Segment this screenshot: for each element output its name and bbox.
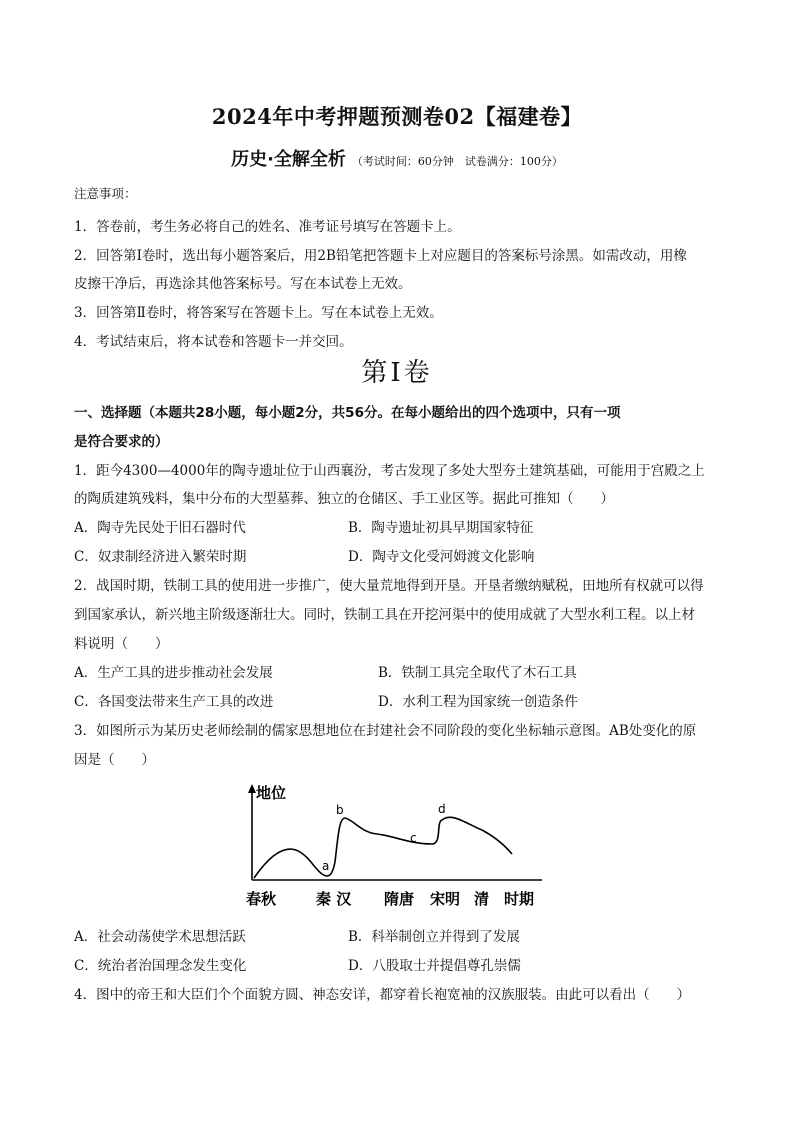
- confucianism-status-chart: [242, 782, 552, 912]
- exam-subtitle: [0, 145, 794, 171]
- question-3-option-d[interactable]: D．八股取士并提倡尊孔崇儒: [348, 958, 521, 974]
- point-label-c: c: [410, 831, 417, 845]
- section-heading: 是符合要求的）: [74, 434, 169, 450]
- question-3-option-b[interactable]: B．科举制创立并得到了发展: [348, 929, 520, 945]
- question-2-stem: 到国家承认，新兴地主阶级逐渐壮大。同时，铁制工具在开挖河渠中的使用成就了大型水利工程。以上材: [74, 607, 695, 623]
- question-2-stem: 2．战国时期，铁制工具的使用进一步推广，使大量荒地得到开垦。开垦者缴纳赋税，田地所有权就可以得: [74, 578, 704, 594]
- notice-item: 3．回答第Ⅱ卷时，将答案写在答题卡上。写在本试卷上无效。: [74, 305, 443, 321]
- y-axis-arrow-icon: [248, 784, 256, 793]
- notice-heading: 注意事项：: [74, 186, 137, 201]
- section-title: 第Ⅰ卷: [361, 358, 433, 388]
- subtitle-note: （考试时间：60分钟 试卷满分：100分）: [351, 155, 563, 168]
- point-label-d: d: [438, 802, 446, 816]
- x-tick-label: 秦 汉: [316, 890, 352, 908]
- notice-item: 1．答卷前，考生务必将自己的姓名、准考证号填写在答题卡上。: [74, 219, 461, 235]
- question-1-option-a[interactable]: A．陶寺先民处于旧石器时代: [74, 520, 246, 536]
- question-1-stem: 1．距今4300—4000年的陶寺遗址位于山西襄汾，考古发现了多处大型夯土建筑基础，可能用于宫殿之上: [74, 463, 705, 479]
- x-tick-label: 隋唐: [384, 890, 415, 908]
- notice-item: 4．考试结束后，将本试卷和答题卡一并交回。: [74, 334, 353, 350]
- question-2-option-a[interactable]: A．生产工具的进步推动社会发展: [74, 665, 273, 681]
- question-2-option-b[interactable]: B．铁制工具完全取代了木石工具: [378, 665, 577, 681]
- exam-title: 2024年中考押题预测卷02【福建卷】: [211, 104, 583, 129]
- question-4-stem: 4．图中的帝王和大臣们个个面貌方圆、神态安详，都穿着长袍宽袖的汉族服装。由此可以看出（ ）: [74, 987, 691, 1003]
- x-tick-label: 宋明: [430, 890, 461, 908]
- question-3-stem: 因是（ ）: [74, 752, 155, 768]
- x-tick-label: 清: [474, 890, 490, 908]
- x-axis-label: 时期: [504, 890, 535, 908]
- section-heading: 一、选择题（本题共28小题，每小题2分，共56分。在每小题给出的四个选项中，只有一项: [74, 405, 621, 421]
- question-3-stem: 3．如图所示为某历史老师绘制的儒家思想地位在封建社会不同阶段的变化坐标轴示意图。AB处变化的原: [74, 723, 697, 739]
- question-1-stem: 的陶质建筑残料，集中分布的大型墓葬、独立的仓储区、手工业区等。据此可推知（ ）: [74, 491, 614, 507]
- subtitle-main: 历史·全解全析: [231, 149, 346, 170]
- question-2-stem: 料说明（ ）: [74, 636, 169, 652]
- question-1-option-d[interactable]: D．陶寺文化受河姆渡文化影响: [348, 549, 535, 565]
- status-curve: [254, 817, 512, 878]
- point-label-b: b: [336, 803, 344, 817]
- question-3-option-a[interactable]: A．社会动荡使学术思想活跃: [74, 929, 246, 945]
- question-3-option-c[interactable]: C．统治者治国理念发生变化: [74, 958, 247, 974]
- y-axis-label: 地位: [256, 784, 287, 802]
- point-label-a: a: [322, 859, 330, 873]
- notice-item: 2．回答第Ⅰ卷时，选出每小题答案后，用2B铅笔把答题卡上对应题目的答案标号涂黑。如需改动，用橡: [74, 248, 687, 264]
- question-1-option-b[interactable]: B．陶寺遗址初具早期国家特征: [348, 520, 534, 536]
- x-tick-label: 春秋: [246, 890, 277, 908]
- question-2-option-d[interactable]: D．水利工程为国家统一创造条件: [378, 694, 578, 710]
- notice-item: 皮擦干净后，再选涂其他答案标号。写在本试卷上无效。: [74, 276, 412, 292]
- question-1-option-c[interactable]: C．奴隶制经济进入繁荣时期: [74, 549, 247, 565]
- question-2-option-c[interactable]: C．各国变法带来生产工具的改进: [74, 694, 274, 710]
